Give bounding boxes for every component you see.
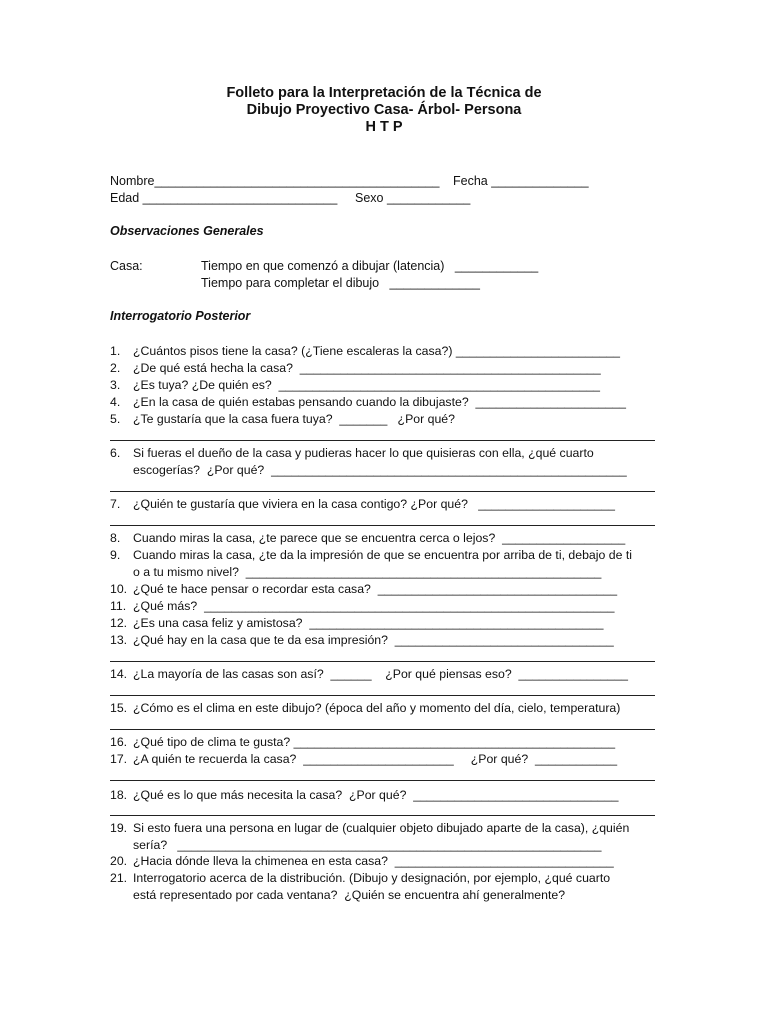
question-text: ¿Hacia dónde lleva la chimenea en esta casa? ________________________________: [133, 854, 614, 868]
title-line-2: Dibujo Proyectivo Casa- Árbol- Persona: [246, 102, 522, 118]
question-6[interactable]: [110, 445, 660, 479]
question-text: ¿Es una casa feliz y amistosa? ___________________________________________: [133, 616, 604, 630]
question-10[interactable]: [110, 581, 660, 598]
question-7[interactable]: [110, 496, 660, 513]
question-text: ¿Te gustaría que la casa fuera tuya? _______ ¿Por qué?: [133, 412, 455, 426]
answer-line[interactable]: [110, 780, 655, 781]
question-number: 16.: [110, 735, 128, 749]
question-9[interactable]: [110, 547, 660, 581]
answer-line[interactable]: [110, 815, 655, 816]
question-number: 14.: [110, 667, 128, 681]
question-16[interactable]: [110, 734, 660, 751]
question-text: ¿Qué tipo de clima te gusta? _______________________________________________: [133, 735, 616, 749]
question-text: ¿Es tuya? ¿De quién es? _______________________________________________: [133, 378, 601, 392]
question-12[interactable]: [110, 615, 660, 632]
question-4[interactable]: [110, 394, 660, 411]
question-17[interactable]: [110, 751, 660, 768]
question-text: ¿A quién te recuerda la casa? ______________________ ¿Por qué? ____________: [133, 752, 618, 766]
question-number: 8.: [110, 531, 121, 545]
question-number: 9.: [110, 548, 121, 562]
question-number: 20.: [110, 854, 128, 868]
answer-line[interactable]: [110, 440, 655, 441]
title-line-3: H T P: [365, 119, 403, 135]
fecha-field[interactable]: Fecha ______________: [453, 174, 589, 188]
question-text: ¿Qué hay en la casa que te da esa impresión? ________________________________: [133, 633, 614, 647]
question-number: 18.: [110, 788, 128, 802]
question-text: ¿Cómo es el clima en este dibujo? (época del año y momento del día, cielo, temperatura): [133, 701, 621, 715]
question-number: 2.: [110, 361, 121, 375]
question-text: ¿Qué te hace pensar o recordar esta casa? ___________________________________: [133, 582, 618, 596]
interrogatorio-heading: Interrogatorio Posterior: [110, 309, 251, 323]
question-number: 1.: [110, 344, 121, 358]
question-number: 19.: [110, 821, 128, 835]
question-2[interactable]: [110, 360, 660, 377]
question-15[interactable]: [110, 700, 660, 717]
question-text: Si fueras el dueño de la casa y pudieras hacer lo que quisieras con ella, ¿qué cuarto escogerías? ¿Por qué? ____________________________________________________: [133, 446, 627, 477]
question-5[interactable]: [110, 411, 660, 428]
question-text: Interrogatorio acerca de la distribución. (Dibujo y designación, por ejemplo, ¿qué cuarto está representado por cada ventana? ¿Quién se encuentra ahí generalmente?: [133, 871, 611, 902]
question-number: 4.: [110, 395, 121, 409]
question-text: Cuando miras la casa, ¿te parece que se encuentra cerca o lejos? __________________: [133, 531, 626, 545]
question-19[interactable]: [110, 820, 660, 854]
question-8[interactable]: [110, 530, 660, 547]
edad-field[interactable]: Edad ____________________________: [110, 191, 338, 205]
question-number: 13.: [110, 633, 128, 647]
question-number: 10.: [110, 582, 128, 596]
answer-line[interactable]: [110, 491, 655, 492]
question-number: 7.: [110, 497, 121, 511]
answer-line[interactable]: [110, 661, 655, 662]
question-number: 12.: [110, 616, 128, 630]
question-number: 5.: [110, 412, 121, 426]
question-21[interactable]: [110, 870, 660, 904]
question-number: 3.: [110, 378, 121, 392]
question-number: 17.: [110, 752, 128, 766]
question-11[interactable]: [110, 598, 660, 615]
nombre-field[interactable]: Nombre_________________________________________: [110, 174, 440, 188]
question-text: Si esto fuera una persona en lugar de (cualquier objeto dibujado aparte de la casa), ¿quién sería? ______________________________________________________________: [133, 821, 630, 852]
question-number: 15.: [110, 701, 128, 715]
question-text: ¿Qué más? ____________________________________________________________: [133, 599, 615, 613]
question-text: ¿La mayoría de las casas son así? ______ ¿Por qué piensas eso? ________________: [133, 667, 628, 681]
document-title: [0, 85, 768, 136]
question-18[interactable]: [110, 787, 660, 804]
question-13[interactable]: [110, 632, 660, 649]
question-text: ¿Qué es lo que más necesita la casa? ¿Por qué? ______________________________: [133, 788, 619, 802]
latencia-field[interactable]: Tiempo en que comenzó a dibujar (latencia) ____________: [201, 259, 539, 273]
casa-label: Casa:: [110, 259, 143, 273]
question-text: ¿En la casa de quién estabas pensando cuando la dibujaste? ______________________: [133, 395, 626, 409]
question-20[interactable]: [110, 853, 660, 870]
question-text: ¿Cuántos pisos tiene la casa? (¿Tiene escaleras la casa?) ________________________: [133, 344, 620, 358]
question-number: 6.: [110, 446, 121, 460]
question-3[interactable]: [110, 377, 660, 394]
title-line-1: Folleto para la Interpretación de la Técnica de: [226, 85, 542, 101]
answer-line[interactable]: [110, 729, 655, 730]
answer-line[interactable]: [110, 525, 655, 526]
question-number: 11.: [110, 599, 127, 613]
question-14[interactable]: [110, 666, 660, 683]
sexo-field[interactable]: Sexo ____________: [355, 191, 471, 205]
question-text: ¿De qué está hecha la casa? ____________________________________________: [133, 361, 601, 375]
completar-field[interactable]: Tiempo para completar el dibujo _____________: [201, 276, 480, 290]
question-number: 21.: [110, 871, 128, 885]
question-text: ¿Quién te gustaría que viviera en la casa contigo? ¿Por qué? ____________________: [133, 497, 615, 511]
question-text: Cuando miras la casa, ¿te da la impresión de que se encuentra por arriba de ti, debajo de ti o a tu mismo nivel? ____________________________________________________: [133, 548, 632, 579]
question-1[interactable]: [110, 343, 660, 360]
answer-line[interactable]: [110, 695, 655, 696]
observaciones-heading: Observaciones Generales: [110, 224, 264, 238]
